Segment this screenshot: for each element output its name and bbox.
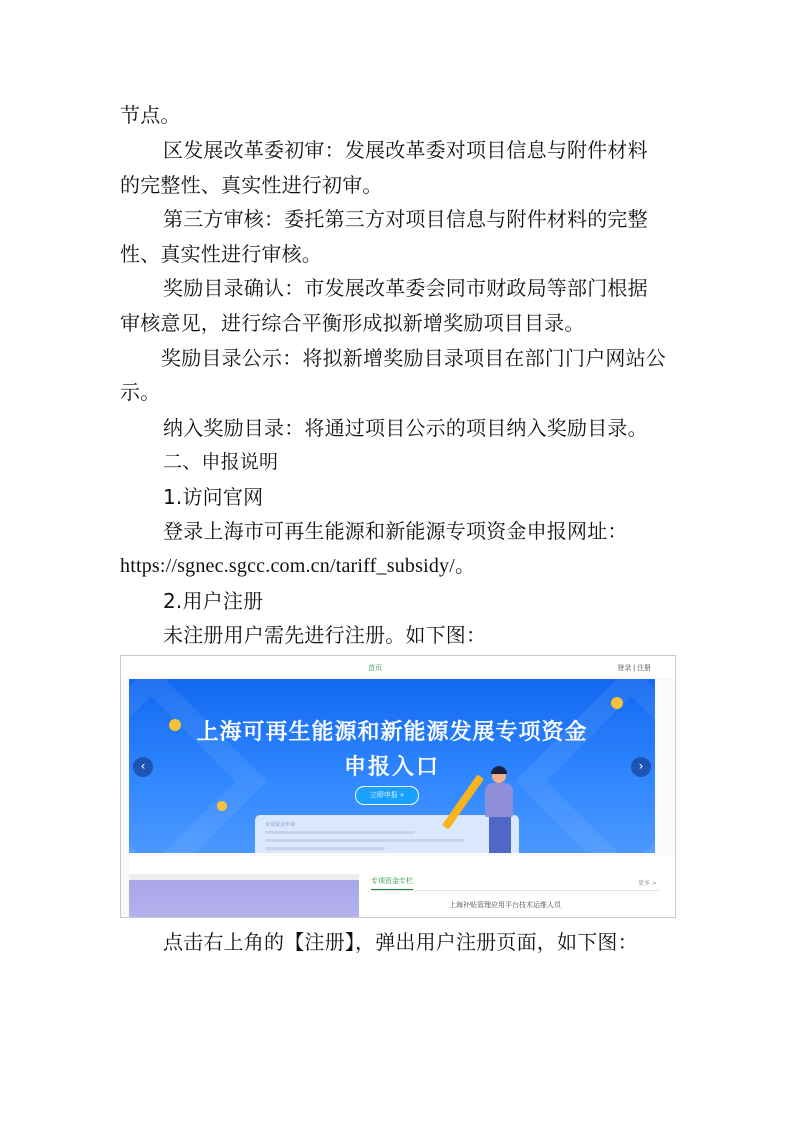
person-illustration <box>489 817 511 853</box>
column-title-tab[interactable]: 专项资金专栏 <box>371 876 413 890</box>
card-line <box>265 839 465 842</box>
person-illustration <box>485 783 513 817</box>
paragraph: 登录上海市可再生能源和新能源专项资金申报网址： <box>163 519 628 543</box>
paragraph: 第三方审核：委托第三方对项目信息与附件材料的完整 <box>163 207 648 231</box>
apply-now-button[interactable]: 立即申报 » <box>355 786 419 805</box>
website-screenshot-figure <box>120 655 676 918</box>
site-nav-bar <box>121 656 675 678</box>
paragraph: 的完整性、真实性进行初审。 <box>120 173 383 197</box>
subsection-heading: 1.访问官网 <box>163 485 264 509</box>
paragraph: 未注册用户需先进行注册。如下图： <box>163 623 487 647</box>
hero-banner <box>129 679 655 853</box>
banner-title: 上海可再生能源和新能源发展专项资金 <box>196 720 588 745</box>
carousel-next-icon[interactable]: › <box>631 757 651 777</box>
paragraph: 示。 <box>120 380 161 404</box>
coin-icon <box>611 697 623 709</box>
paragraph: 性、真实性进行审核。 <box>120 242 322 266</box>
card-line <box>265 831 415 834</box>
paragraph: 区发展改革委初审：发展改革委对项目信息与附件材料 <box>163 138 648 162</box>
nav-login-register-link[interactable]: 登录 | 注册 <box>617 665 651 672</box>
divider <box>371 890 659 891</box>
coin-icon <box>217 801 227 811</box>
card-title: 专项资金申请 <box>265 822 296 828</box>
column-list-item[interactable]: 上海补贴管理应用平台技术运维人员 <box>449 901 561 909</box>
site-lower-section <box>129 856 675 917</box>
subsection-heading: 2.用户注册 <box>163 589 264 613</box>
more-link[interactable]: 更多 > <box>638 880 657 887</box>
carousel-indicators[interactable] <box>375 844 409 853</box>
paragraph: 奖励目录确认：市发展改革委会同市财政局等部门根据 <box>163 276 648 300</box>
url-text: https://sgnec.sgcc.com.cn/tariff_subsidy/。 <box>120 555 476 577</box>
paragraph: 节点。 <box>120 103 181 127</box>
banner-subtitle: 申报入口 <box>343 755 440 780</box>
paragraph: 纳入奖励目录：将通过项目公示的项目纳入奖励目录。 <box>163 416 648 440</box>
card-line <box>265 847 385 850</box>
paragraph: 审核意见，进行综合平衡形成拟新增奖励项目目录。 <box>120 311 585 335</box>
section-heading: 二、申报说明 <box>163 451 279 473</box>
paragraph: 点击右上角的【注册】，弹出用户注册页面，如下图： <box>163 930 638 954</box>
paragraph: 奖励目录公示：将拟新增奖励目录项目在部门门户网站公 <box>161 346 666 370</box>
image-panel <box>129 880 359 918</box>
carousel-prev-icon[interactable]: ‹ <box>133 757 153 777</box>
nav-home-link[interactable]: 首页 <box>368 665 382 672</box>
